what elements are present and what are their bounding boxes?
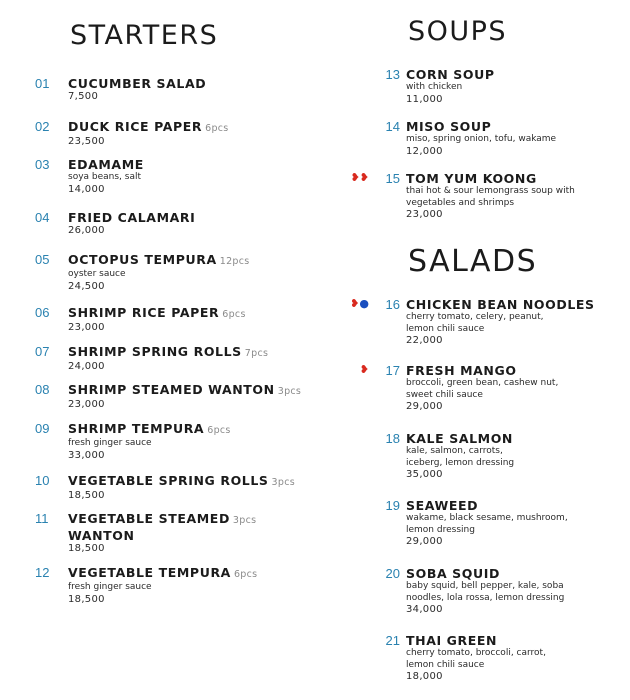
item-number: 14 xyxy=(385,119,400,134)
item-name-text: SHRIMP SPRING ROLLS xyxy=(68,344,242,359)
item-pcs: 6pcs xyxy=(233,569,258,580)
item-number: 16 xyxy=(385,297,400,312)
item-description: wakame, black sesame, mushroom, xyxy=(406,513,568,523)
soups-title: SOUPS xyxy=(408,16,508,47)
item-price: 24,000 xyxy=(68,361,105,372)
item-description: soya beans, salt xyxy=(68,172,142,182)
item-name xyxy=(68,157,350,172)
item-price: 23,500 xyxy=(68,136,105,147)
item-pcs: 12pcs xyxy=(219,256,250,267)
item-name xyxy=(68,210,350,225)
chili-pepper-icon: ❥ xyxy=(359,363,369,376)
item-price: 18,500 xyxy=(68,543,105,554)
item-price: 24,500 xyxy=(68,280,105,292)
item-price: 18,000 xyxy=(406,671,443,682)
item-name-text: OCTOPUS TEMPURA xyxy=(68,252,217,267)
item-number: 21 xyxy=(385,633,400,648)
item-pcs: 3pcs xyxy=(271,477,295,488)
item-number: 12 xyxy=(35,565,50,580)
item-pcs: 7pcs xyxy=(244,348,269,359)
item-description: with chicken xyxy=(406,82,463,92)
item-pcs: 6pcs xyxy=(207,425,231,436)
item-name: THAI GREEN xyxy=(406,633,498,648)
item-number: 02 xyxy=(35,119,50,134)
item-description-line2: lemon chili sauce xyxy=(406,323,485,334)
item-price: 33,000 xyxy=(68,449,105,461)
item-description-line2: noodles, lola rossa, lemon dressing xyxy=(406,592,565,603)
item-price: 18,500 xyxy=(68,490,105,501)
item-price: 18,500 xyxy=(68,593,105,605)
item-description-line2: lemon chili sauce xyxy=(406,659,485,670)
item-price: 23,000 xyxy=(406,209,443,220)
item-pcs: 3pcs xyxy=(277,386,302,397)
item-price: 7,500 xyxy=(68,91,99,102)
item-number: 08 xyxy=(35,382,50,397)
item-number: 03 xyxy=(35,157,50,172)
item-name-text: VEGETABLE TEMPURA xyxy=(68,565,231,580)
item-name xyxy=(68,511,350,528)
item-description: kale, salmon, carrots, xyxy=(406,446,503,456)
item-name-text: CUCUMBER SALAD xyxy=(68,76,207,91)
salads-title: SALADS xyxy=(408,244,538,279)
item-description: broccoli, green bean, cashew nut, xyxy=(406,378,559,388)
item-price: 11,000 xyxy=(406,93,443,105)
item-number: 01 xyxy=(35,76,50,91)
item-name xyxy=(68,565,350,582)
item-description: miso, spring onion, tofu, wakame xyxy=(406,134,557,144)
item-pcs: 6pcs xyxy=(205,123,229,134)
item-number: 18 xyxy=(385,431,400,446)
item-pcs: 3pcs xyxy=(232,515,257,526)
item-number: 07 xyxy=(35,344,50,359)
item-name: CORN SOUP xyxy=(406,67,495,82)
item-description: cherry tomato, broccoli, carrot, xyxy=(406,648,546,658)
item-name-text: FRIED CALAMARI xyxy=(68,210,196,225)
item-number: 17 xyxy=(385,363,400,378)
item-description-line2: iceberg, lemon dressing xyxy=(406,457,515,468)
item-name-text: VEGETABLE SPRING ROLLS xyxy=(68,473,269,488)
item-description: baby squid, bell pepper, kale, soba xyxy=(406,581,564,591)
item-number: 04 xyxy=(35,210,50,225)
item-price: 12,000 xyxy=(406,145,443,157)
item-name-text: SHRIMP STEAMED WANTON xyxy=(68,382,275,397)
item-number: 05 xyxy=(35,252,50,267)
item-description: thai hot & sour lemongrass soup with xyxy=(406,186,575,196)
item-price: 22,000 xyxy=(406,335,443,346)
item-description-line2: vegetables and shrimps xyxy=(406,197,515,208)
item-name xyxy=(68,305,350,322)
item-name: FRESH MANGO xyxy=(406,363,517,378)
item-price: 26,000 xyxy=(68,225,105,236)
item-name-text: SHRIMP RICE PAPER xyxy=(68,305,220,320)
item-name: MISO SOUP xyxy=(406,119,492,134)
item-number: 10 xyxy=(35,473,50,488)
item-name xyxy=(68,76,350,91)
item-description: oyster sauce xyxy=(68,269,126,279)
item-name-text: VEGETABLE STEAMED xyxy=(68,511,230,526)
chili-pepper-icon: ❥❥ xyxy=(350,171,369,184)
item-description-line2: sweet chili sauce xyxy=(406,389,483,400)
item-name xyxy=(68,382,350,399)
item-name-text: EDAMAME xyxy=(68,157,144,172)
item-number: 13 xyxy=(385,67,400,82)
item-name: CHICKEN BEAN NOODLES xyxy=(406,297,595,312)
item-number: 09 xyxy=(35,421,50,436)
item-name-text: SHRIMP TEMPURA xyxy=(68,421,205,436)
item-name xyxy=(68,344,350,361)
item-description-line2: lemon dressing xyxy=(406,524,475,535)
item-number: 19 xyxy=(385,498,400,513)
item-price: 29,000 xyxy=(406,401,443,412)
item-number: 20 xyxy=(385,566,400,581)
item-number: 15 xyxy=(385,171,400,186)
item-pcs: 6pcs xyxy=(222,309,246,320)
item-name: SEAWEED xyxy=(406,498,479,513)
item-name xyxy=(68,252,350,269)
item-name: SOBA SQUID xyxy=(406,566,500,581)
item-price: 35,000 xyxy=(406,469,443,480)
item-description: cherry tomato, celery, peanut, xyxy=(406,312,544,322)
item-price: 14,000 xyxy=(68,183,105,195)
starters-title: STARTERS xyxy=(70,20,219,51)
item-name xyxy=(68,473,350,490)
chili-dot-icon: ❥● xyxy=(350,297,369,310)
item-number: 11 xyxy=(35,511,49,526)
item-price: 29,000 xyxy=(406,536,443,547)
item-name xyxy=(68,119,350,136)
item-name xyxy=(68,421,350,438)
item-name: TOM YUM KOONG xyxy=(406,171,537,186)
item-name-text: DUCK RICE PAPER xyxy=(68,119,203,134)
item-description: fresh ginger sauce xyxy=(68,582,152,592)
item-price: 23,000 xyxy=(68,399,105,410)
item-price: 34,000 xyxy=(406,604,443,615)
item-name-line2: WANTON xyxy=(68,528,135,543)
item-price: 23,000 xyxy=(68,322,105,333)
item-number: 06 xyxy=(35,305,50,320)
item-description: fresh ginger sauce xyxy=(68,438,152,448)
item-name: KALE SALMON xyxy=(406,431,513,446)
